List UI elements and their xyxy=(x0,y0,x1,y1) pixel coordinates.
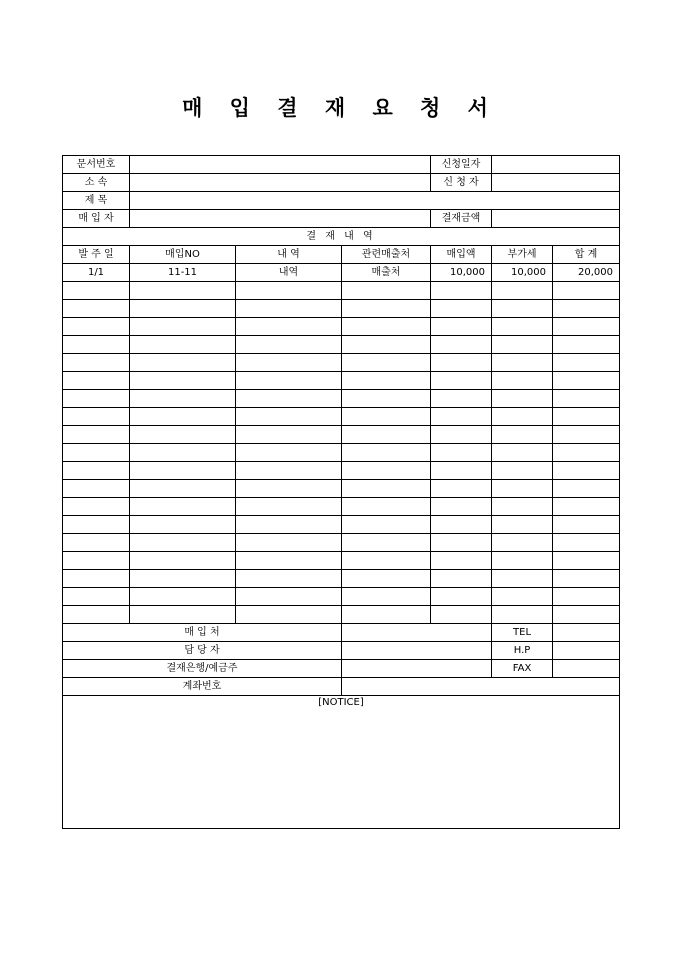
column-header: 내 역 xyxy=(236,246,342,264)
fax-label: FAX xyxy=(492,660,553,678)
order-date-cell[interactable] xyxy=(63,570,130,588)
order-date-cell[interactable] xyxy=(63,354,130,372)
purchase-no-cell[interactable] xyxy=(130,498,236,516)
description-cell[interactable] xyxy=(236,318,342,336)
amount-field[interactable] xyxy=(492,210,620,228)
details-section-row xyxy=(63,228,620,246)
order-date-cell[interactable] xyxy=(63,390,130,408)
vat-cell[interactable] xyxy=(492,498,553,516)
total-cell[interactable] xyxy=(553,444,620,462)
description-cell[interactable]: 내역 xyxy=(236,264,342,282)
related-customer-cell[interactable] xyxy=(342,588,431,606)
order-date-cell[interactable] xyxy=(63,444,130,462)
related-customer-cell[interactable] xyxy=(342,354,431,372)
total-cell[interactable] xyxy=(553,606,620,624)
blank-details-row xyxy=(63,408,620,426)
purchase-no-cell[interactable] xyxy=(130,354,236,372)
vat-cell[interactable] xyxy=(492,570,553,588)
blank-details-row xyxy=(63,282,620,300)
purchase-amount-cell[interactable] xyxy=(431,318,492,336)
related-customer-cell[interactable] xyxy=(342,606,431,624)
total-cell[interactable] xyxy=(553,336,620,354)
doc-no-label: 문서번호 xyxy=(63,156,130,174)
total-cell[interactable] xyxy=(553,282,620,300)
purchase-no-cell[interactable] xyxy=(130,444,236,462)
related-customer-cell[interactable] xyxy=(342,498,431,516)
purchase-amount-cell[interactable] xyxy=(431,372,492,390)
contact-field[interactable] xyxy=(342,642,492,660)
request-date-label: 신청일자 xyxy=(431,156,492,174)
purchase-no-cell[interactable] xyxy=(130,588,236,606)
total-cell[interactable] xyxy=(553,354,620,372)
related-customer-cell[interactable] xyxy=(342,408,431,426)
order-date-cell[interactable] xyxy=(63,588,130,606)
request-date-field[interactable] xyxy=(492,156,620,174)
order-date-cell[interactable] xyxy=(63,318,130,336)
vat-cell[interactable] xyxy=(492,534,553,552)
subject-row xyxy=(63,192,620,210)
vat-cell[interactable] xyxy=(492,354,553,372)
vat-cell[interactable] xyxy=(492,390,553,408)
order-date-cell[interactable] xyxy=(63,552,130,570)
account-row xyxy=(63,678,620,696)
description-cell[interactable] xyxy=(236,606,342,624)
description-cell[interactable] xyxy=(236,516,342,534)
purchase-no-cell[interactable] xyxy=(130,552,236,570)
account-field[interactable] xyxy=(342,678,620,696)
vat-cell[interactable] xyxy=(492,480,553,498)
column-header: 부가세 xyxy=(492,246,553,264)
total-cell[interactable]: 20,000 xyxy=(553,264,620,282)
doc-no-field[interactable] xyxy=(130,156,431,174)
vendor-row xyxy=(63,624,620,642)
order-date-cell[interactable] xyxy=(63,480,130,498)
blank-details-row xyxy=(63,426,620,444)
purchase-amount-cell[interactable] xyxy=(431,498,492,516)
purchase-no-cell[interactable] xyxy=(130,426,236,444)
department-row xyxy=(63,174,620,192)
vat-cell[interactable] xyxy=(492,552,553,570)
description-cell[interactable] xyxy=(236,426,342,444)
total-cell[interactable] xyxy=(553,480,620,498)
total-cell[interactable] xyxy=(553,462,620,480)
order-date-cell[interactable] xyxy=(63,336,130,354)
blank-details-row xyxy=(63,588,620,606)
description-cell[interactable] xyxy=(236,408,342,426)
blank-details-row xyxy=(63,444,620,462)
purchase-no-cell[interactable] xyxy=(130,462,236,480)
blank-details-row xyxy=(63,534,620,552)
purchase-amount-cell[interactable] xyxy=(431,354,492,372)
total-cell[interactable] xyxy=(553,372,620,390)
buyer-row xyxy=(63,210,620,228)
order-date-cell[interactable] xyxy=(63,462,130,480)
account-label: 계좌번호 xyxy=(63,678,342,696)
purchase-amount-cell[interactable] xyxy=(431,570,492,588)
purchase-amount-cell[interactable] xyxy=(431,408,492,426)
related-customer-cell[interactable] xyxy=(342,300,431,318)
applicant-field[interactable] xyxy=(492,174,620,192)
purchase-no-cell[interactable] xyxy=(130,408,236,426)
purchase-amount-cell[interactable] xyxy=(431,426,492,444)
blank-details-row xyxy=(63,480,620,498)
doc-no-row xyxy=(63,156,620,174)
related-customer-cell[interactable] xyxy=(342,426,431,444)
order-date-cell[interactable]: 1/1 xyxy=(63,264,130,282)
vendor-label: 매 입 처 xyxy=(63,624,342,642)
blank-details-row xyxy=(63,570,620,588)
vat-cell[interactable] xyxy=(492,462,553,480)
column-header: 관련매출처 xyxy=(342,246,431,264)
bank-label: 결재은행/예금주 xyxy=(63,660,342,678)
total-cell[interactable] xyxy=(553,390,620,408)
related-customer-cell[interactable] xyxy=(342,552,431,570)
related-customer-cell[interactable]: 매출처 xyxy=(342,264,431,282)
bank-row xyxy=(63,660,620,678)
subject-field[interactable] xyxy=(130,192,620,210)
details-section-title: 결 재 내 역 xyxy=(63,228,620,246)
order-date-cell[interactable] xyxy=(63,534,130,552)
related-customer-cell[interactable] xyxy=(342,444,431,462)
description-cell[interactable] xyxy=(236,534,342,552)
blank-details-row xyxy=(63,498,620,516)
column-header: 합 계 xyxy=(553,246,620,264)
purchase-amount-cell[interactable] xyxy=(431,336,492,354)
contact-label: 담 당 자 xyxy=(63,642,342,660)
vat-cell[interactable] xyxy=(492,282,553,300)
purchase-approval-form xyxy=(62,155,620,829)
notice-box[interactable]: [NOTICE] xyxy=(63,696,620,829)
total-cell[interactable] xyxy=(553,300,620,318)
purchase-no-cell[interactable] xyxy=(130,318,236,336)
purchase-amount-cell[interactable] xyxy=(431,282,492,300)
purchase-amount-cell[interactable] xyxy=(431,516,492,534)
purchase-no-cell[interactable] xyxy=(130,390,236,408)
blank-details-row xyxy=(63,462,620,480)
total-cell[interactable] xyxy=(553,498,620,516)
column-header: 매입NO xyxy=(130,246,236,264)
hp-field[interactable] xyxy=(553,642,620,660)
description-cell[interactable] xyxy=(236,588,342,606)
purchase-no-cell[interactable] xyxy=(130,282,236,300)
order-date-cell[interactable] xyxy=(63,300,130,318)
purchase-no-cell[interactable] xyxy=(130,372,236,390)
total-cell[interactable] xyxy=(553,426,620,444)
document-title: 매 입 결 재 요 청 서 xyxy=(182,96,498,120)
subject-label: 제 목 xyxy=(63,192,130,210)
purchase-amount-cell[interactable] xyxy=(431,300,492,318)
purchase-amount-cell[interactable] xyxy=(431,588,492,606)
vat-cell[interactable] xyxy=(492,300,553,318)
details-header-row xyxy=(63,246,620,264)
description-cell[interactable] xyxy=(236,444,342,462)
total-cell[interactable] xyxy=(553,570,620,588)
description-cell[interactable] xyxy=(236,300,342,318)
applicant-label: 신 청 자 xyxy=(431,174,492,192)
related-customer-cell[interactable] xyxy=(342,516,431,534)
order-date-cell[interactable] xyxy=(63,282,130,300)
blank-details-row xyxy=(63,300,620,318)
order-date-cell[interactable] xyxy=(63,372,130,390)
blank-details-row xyxy=(63,336,620,354)
blank-details-row xyxy=(63,606,620,624)
purchase-no-cell[interactable]: 11-11 xyxy=(130,264,236,282)
blank-details-row xyxy=(63,390,620,408)
description-cell[interactable] xyxy=(236,570,342,588)
total-cell[interactable] xyxy=(553,534,620,552)
related-customer-cell[interactable] xyxy=(342,390,431,408)
description-cell[interactable] xyxy=(236,354,342,372)
blank-details-row xyxy=(63,516,620,534)
blank-details-row xyxy=(63,372,620,390)
related-customer-cell[interactable] xyxy=(342,336,431,354)
vat-cell[interactable] xyxy=(492,408,553,426)
amount-label: 결재금액 xyxy=(431,210,492,228)
purchase-amount-cell[interactable] xyxy=(431,390,492,408)
purchase-amount-cell[interactable] xyxy=(431,480,492,498)
notice-row xyxy=(63,696,620,829)
buyer-field[interactable] xyxy=(130,210,431,228)
department-label: 소 속 xyxy=(63,174,130,192)
purchase-no-cell[interactable] xyxy=(130,480,236,498)
hp-label: H.P xyxy=(492,642,553,660)
description-cell[interactable] xyxy=(236,390,342,408)
related-customer-cell[interactable] xyxy=(342,480,431,498)
purchase-amount-cell[interactable] xyxy=(431,552,492,570)
purchase-amount-cell[interactable]: 10,000 xyxy=(431,264,492,282)
order-date-cell[interactable] xyxy=(63,516,130,534)
tel-field[interactable] xyxy=(553,624,620,642)
vat-cell[interactable] xyxy=(492,336,553,354)
tel-label: TEL xyxy=(492,624,553,642)
related-customer-cell[interactable] xyxy=(342,282,431,300)
description-cell[interactable] xyxy=(236,462,342,480)
purchase-no-cell[interactable] xyxy=(130,516,236,534)
vat-cell[interactable] xyxy=(492,318,553,336)
vat-cell[interactable] xyxy=(492,444,553,462)
total-cell[interactable] xyxy=(553,552,620,570)
related-customer-cell[interactable] xyxy=(342,570,431,588)
vat-cell[interactable] xyxy=(492,426,553,444)
purchase-amount-cell[interactable] xyxy=(431,444,492,462)
column-header: 매입액 xyxy=(431,246,492,264)
purchase-no-cell[interactable] xyxy=(130,336,236,354)
description-cell[interactable] xyxy=(236,480,342,498)
column-header: 발 주 일 xyxy=(63,246,130,264)
contact-row xyxy=(63,642,620,660)
vat-cell[interactable] xyxy=(492,606,553,624)
total-cell[interactable] xyxy=(553,588,620,606)
description-cell[interactable] xyxy=(236,372,342,390)
order-date-cell[interactable] xyxy=(63,498,130,516)
vendor-field[interactable] xyxy=(342,624,492,642)
purchase-no-cell[interactable] xyxy=(130,606,236,624)
blank-details-row xyxy=(63,354,620,372)
vat-cell[interactable] xyxy=(492,516,553,534)
buyer-label: 매 입 자 xyxy=(63,210,130,228)
blank-details-row xyxy=(63,552,620,570)
purchase-no-cell[interactable] xyxy=(130,570,236,588)
description-cell[interactable] xyxy=(236,498,342,516)
order-date-cell[interactable] xyxy=(63,408,130,426)
related-customer-cell[interactable] xyxy=(342,318,431,336)
vat-cell[interactable]: 10,000 xyxy=(492,264,553,282)
order-date-cell[interactable] xyxy=(63,606,130,624)
details-row xyxy=(63,264,620,282)
description-cell[interactable] xyxy=(236,552,342,570)
total-cell[interactable] xyxy=(553,408,620,426)
purchase-amount-cell[interactable] xyxy=(431,606,492,624)
related-customer-cell[interactable] xyxy=(342,534,431,552)
related-customer-cell[interactable] xyxy=(342,462,431,480)
order-date-cell[interactable] xyxy=(63,426,130,444)
description-cell[interactable] xyxy=(236,282,342,300)
total-cell[interactable] xyxy=(553,516,620,534)
purchase-amount-cell[interactable] xyxy=(431,462,492,480)
purchase-no-cell[interactable] xyxy=(130,300,236,318)
department-field[interactable] xyxy=(130,174,431,192)
purchase-no-cell[interactable] xyxy=(130,534,236,552)
description-cell[interactable] xyxy=(236,336,342,354)
bank-field[interactable] xyxy=(342,660,492,678)
vat-cell[interactable] xyxy=(492,588,553,606)
total-cell[interactable] xyxy=(553,318,620,336)
fax-field[interactable] xyxy=(553,660,620,678)
purchase-amount-cell[interactable] xyxy=(431,534,492,552)
vat-cell[interactable] xyxy=(492,372,553,390)
related-customer-cell[interactable] xyxy=(342,372,431,390)
blank-details-row xyxy=(63,318,620,336)
